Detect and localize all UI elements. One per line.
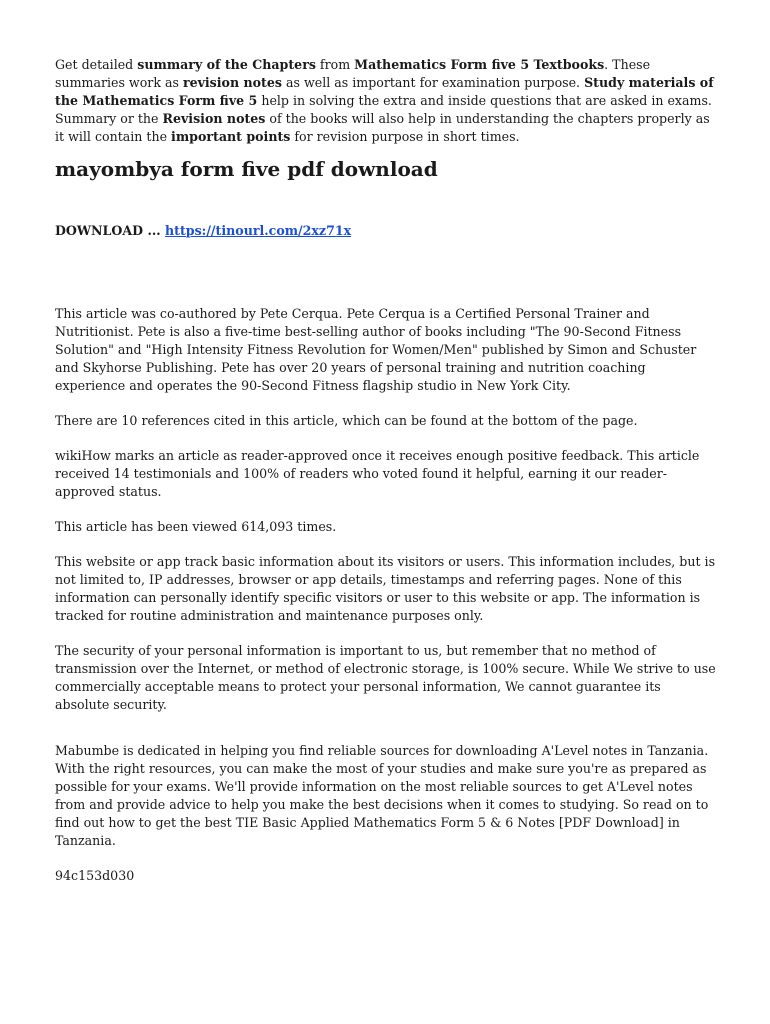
document-page <box>55 56 717 885</box>
hash-code: 94c153d030 <box>55 868 135 883</box>
intro-bold: Revision notes <box>162 111 266 126</box>
tracking-paragraph: This website or app track basic information about its visitors or users. This information includes, but is not limited to, IP addresses, browser or app details, timestamps and referring pages. None of this information can personally identify specific visitors or user to this website or app. The information is tracked for routine administration and maintenance purposes only. <box>55 554 716 623</box>
download-link[interactable]: https://tinourl.com/2xz71x <box>165 223 352 238</box>
intro-bold: summary of the Chapters <box>137 57 316 72</box>
download-line <box>55 222 717 240</box>
intro-text: from <box>315 57 355 72</box>
intro-text: for revision purpose in short times. <box>290 129 520 144</box>
intro-paragraph <box>55 56 717 146</box>
intro-bold: revision notes <box>182 75 282 90</box>
intro-text: . These summaries work as <box>55 57 651 90</box>
intro-bold: Mathematics Form five 5 Textbooks <box>354 57 605 72</box>
intro-bold: Study materials of the Mathematics Form five 5 <box>55 75 714 108</box>
download-label: DOWNLOAD ... <box>55 223 165 238</box>
intro-bold: important points <box>171 129 291 144</box>
intro-text: of the books will also help in understanding the chapters properly as it will contain the <box>55 111 710 144</box>
views-paragraph: This article has been viewed 614,093 times. <box>55 519 337 534</box>
intro-text: as well as important for examination purpose. <box>281 75 585 90</box>
page-title: mayombya form five pdf download <box>55 157 438 181</box>
reader-approved-paragraph: wikiHow marks an article as reader-approved once it receives enough positive feedback. This article received 14 testimonials and 100% of readers who voted found it helpful, earning it our reader-approved status. <box>55 448 700 499</box>
intro-text: help in solving the extra and inside questions that are asked in exams. Summary or the <box>55 93 712 126</box>
mabumbe-paragraph: Mabumbe is dedicated in helping you find reliable sources for downloading A'Level notes in Tanzania. With the right resources, you can make the most of your studies and make sure you're as prepared as possible for your exams. We'll provide information on the most reliable sources to get A'Level notes from and provide advice to help you make the best decisions when it comes to studying. So read on to find out how to get the best TIE Basic Applied Mathematics Form 5 & 6 Notes [PDF Download] in Tanzania. <box>55 743 709 848</box>
security-paragraph: The security of your personal information is important to us, but remember that no method of transmission over the Internet, or method of electronic storage, is 100% secure. While We strive to use commercially acceptable means to protect your personal information, We cannot guarantee its absolute security. <box>55 643 716 712</box>
coauthor-paragraph: This article was co-authored by Pete Cerqua. Pete Cerqua is a Certified Personal Trainer and Nutritionist. Pete is also a five-time best-selling author of books including "The 90-Second Fitness Solution" and "High Intensity Fitness Revolution for Women/Men" published by Simon and Schuster and Skyhorse Publishing. Pete has over 20 years of personal training and nutrition coaching experience and operates the 90-Second Fitness flagship studio in New York City. <box>55 306 697 393</box>
intro-text: Get detailed <box>55 57 138 72</box>
references-paragraph: There are 10 references cited in this article, which can be found at the bottom of the page. <box>55 413 638 428</box>
